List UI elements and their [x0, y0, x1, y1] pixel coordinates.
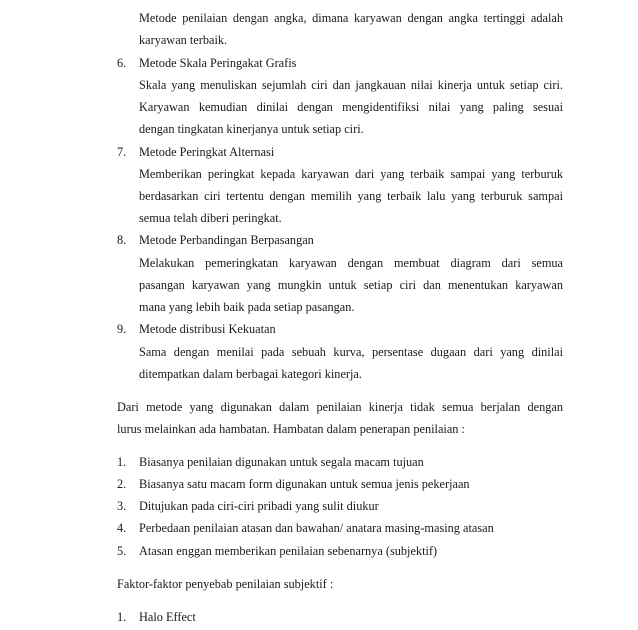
list-number: 5.: [117, 544, 127, 558]
paragraph-line: lurus melainkan ada hambatan. Hambatan dalam penerapan penilaian :: [117, 422, 465, 436]
list-number: 6.: [117, 56, 127, 70]
list-number: 2.: [117, 477, 127, 491]
method-desc-line: Karyawan kemudian dinilai dengan mengidentifiksi nilai yang paling sesuai: [139, 100, 563, 114]
list-item: Biasanya penilaian digunakan untuk segala macam tujuan: [139, 455, 424, 469]
method-desc-line: berdasarkan ciri tertentu dengan memilih yang terbaik lalu yang terburuk sampai: [139, 189, 563, 203]
method-title: Metode Skala Peringakat Grafis: [139, 56, 297, 70]
method-title: Metode Peringkat Alternasi: [139, 145, 275, 159]
list-number: 1.: [117, 610, 127, 624]
list-number: 3.: [117, 499, 127, 513]
section-heading: Faktor-faktor penyebab penilaian subjektif :: [117, 577, 334, 591]
method-desc-line: dengan tingkatan kinerjanya untuk setiap ciri.: [139, 122, 364, 136]
paragraph-line: Dari metode yang digunakan dalam penilaian kinerja tidak semua berjalan dengan: [117, 400, 563, 414]
method-desc-line: pasangan karyawan yang mungkin untuk setiap ciri dan menentukan karyawan: [139, 278, 563, 292]
method-desc-line: Memberikan peringkat kepada karyawan dari yang terbaik sampai yang terburuk: [139, 167, 563, 181]
list-number: 7.: [117, 145, 127, 159]
list-item: Atasan enggan memberikan penilaian sebenarnya (subjektif): [139, 544, 438, 558]
list-number: 8.: [117, 233, 127, 247]
list-number: 4.: [117, 521, 127, 535]
list-item: Ditujukan pada ciri-ciri pribadi yang sulit diukur: [139, 499, 379, 513]
method-title: Metode distribusi Kekuatan: [139, 322, 276, 336]
method-desc-line: ditempatkan dalam berbagai kategori kinerja.: [139, 367, 362, 381]
list-item: Halo Effect: [139, 610, 196, 624]
list-number: 1.: [117, 455, 127, 469]
method-desc-line: Melakukan pemeringkatan karyawan dengan membuat diagram dari semua: [139, 256, 563, 270]
method-desc-line: mana yang lebih baik pada setiap pasangan.: [139, 300, 355, 314]
method-desc-line: Skala yang menuliskan sejumlah ciri dan jangkauan nilai kinerja untuk setiap ciri.: [139, 78, 563, 92]
list-item: Biasanya satu macam form digunakan untuk semua jenis pekerjaan: [139, 477, 470, 491]
method-desc-line: Sama dengan menilai pada sebuah kurva, persentase dugaan dari yang dinilai: [139, 345, 563, 359]
list-number: 9.: [117, 322, 127, 336]
list-item: Perbedaan penilaian atasan dan bawahan/ anatara masing-masing atasan: [139, 521, 494, 535]
method-desc-line: karyawan terbaik.: [139, 33, 228, 47]
method-desc-line: Metode penilaian dengan angka, dimana karyawan dengan angka tertinggi adalah: [139, 11, 563, 25]
method-title: Metode Perbandingan Berpasangan: [139, 233, 314, 247]
method-desc-line: semua telah diberi peringkat.: [139, 211, 282, 225]
